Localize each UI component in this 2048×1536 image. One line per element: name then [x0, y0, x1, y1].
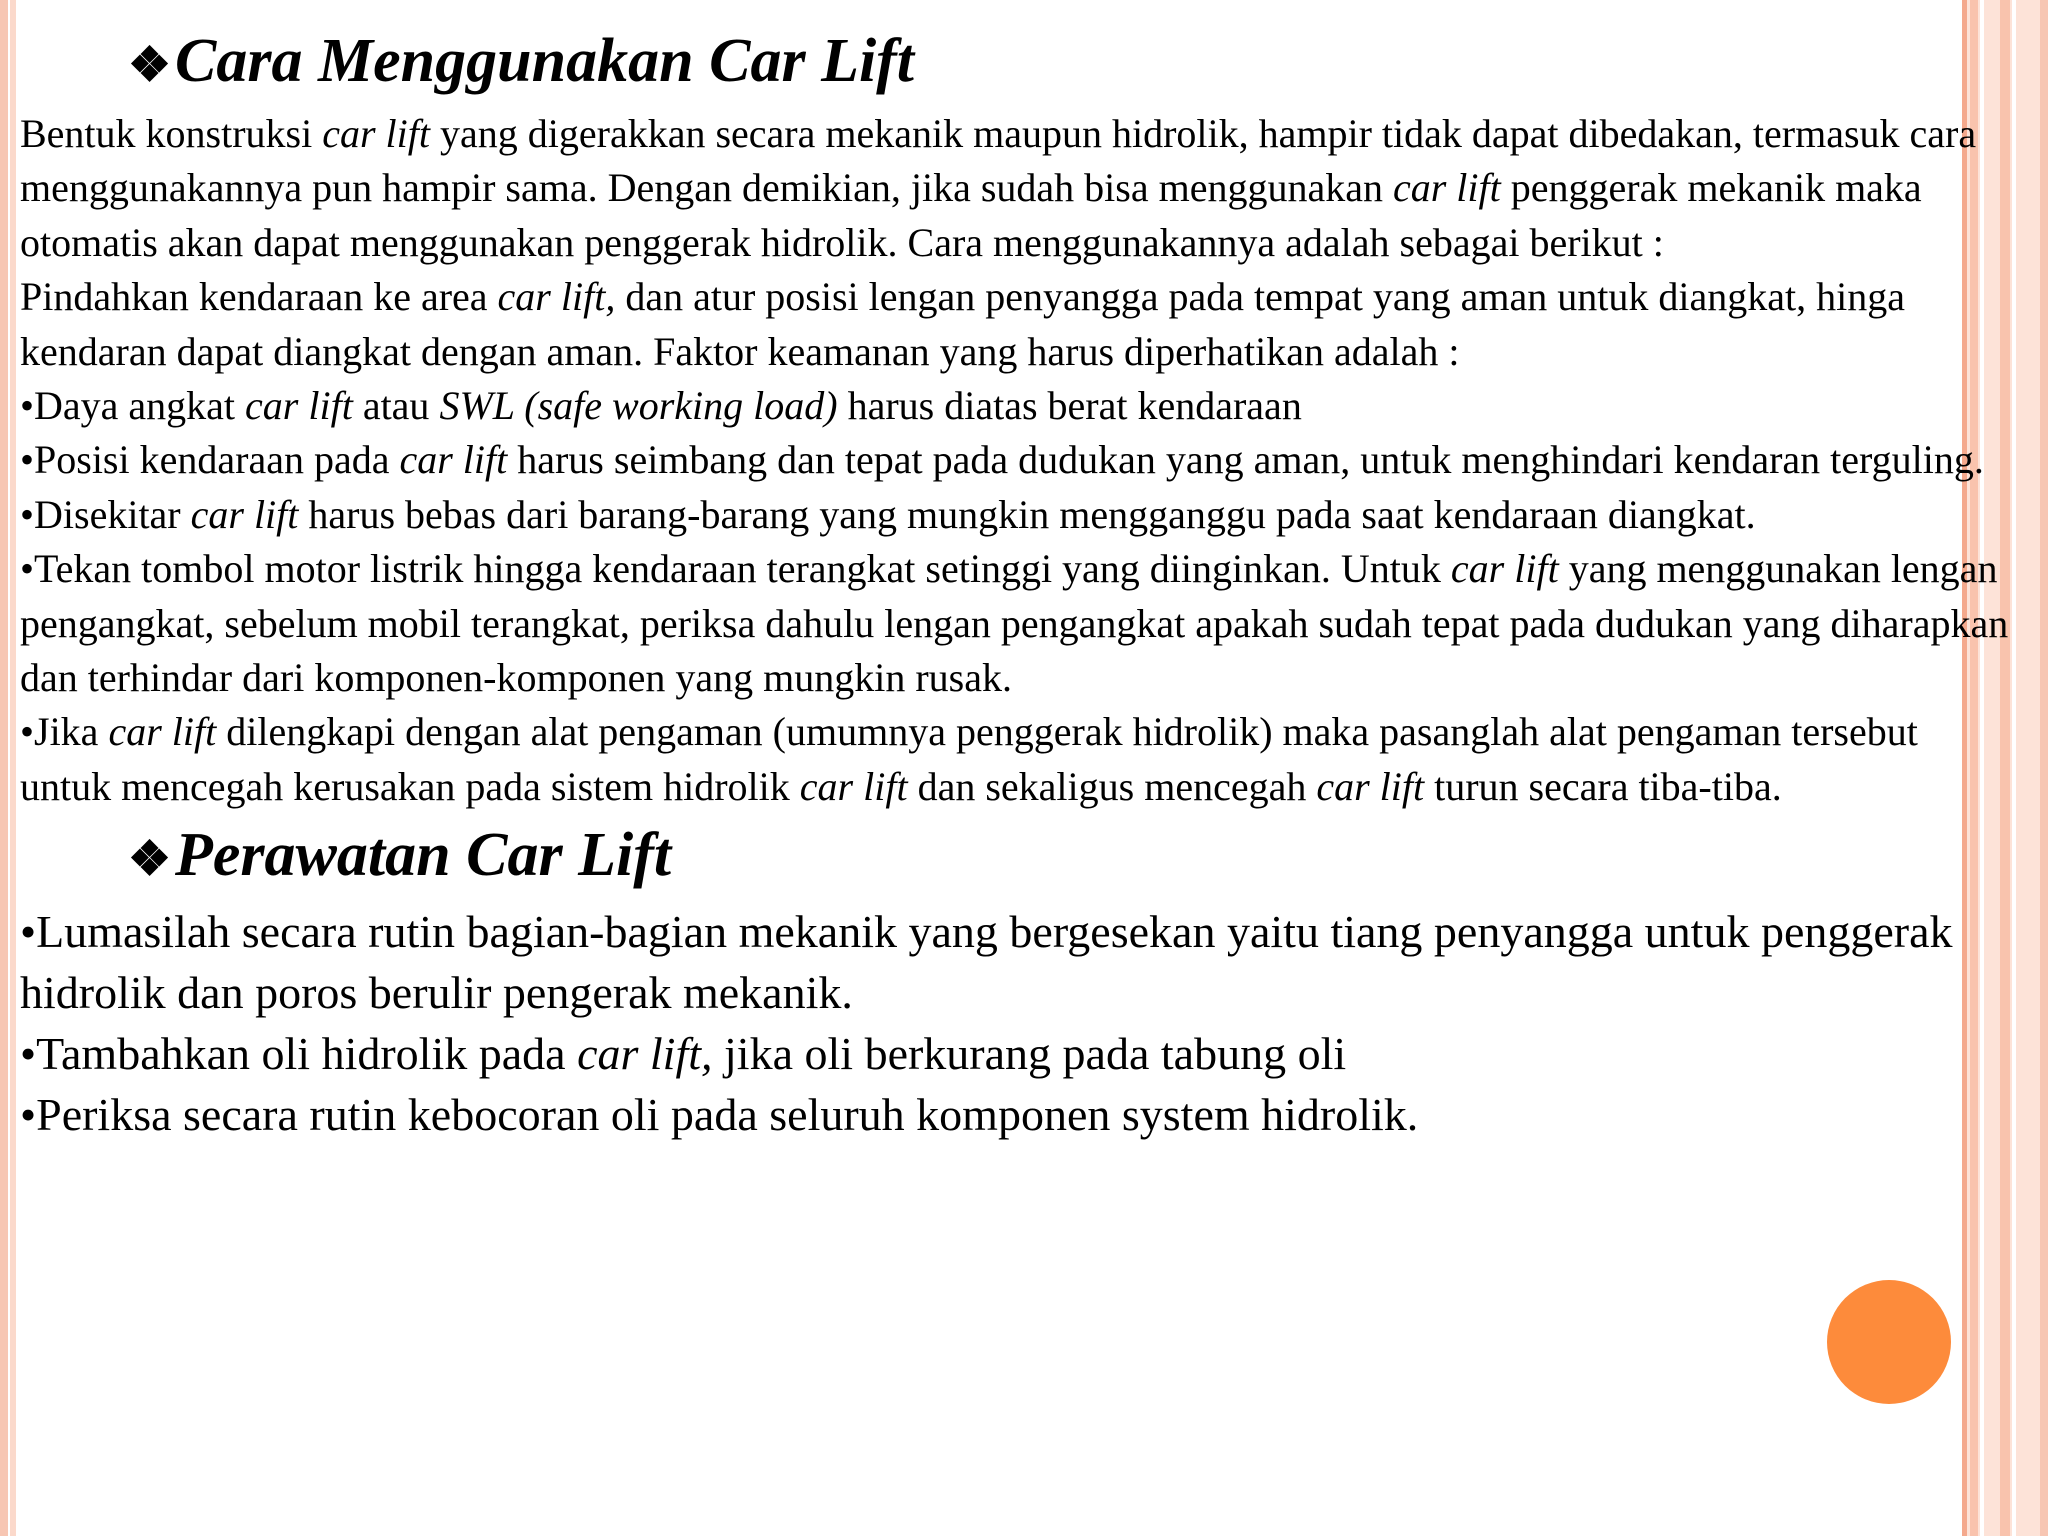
text-run: •Disekitar	[20, 491, 191, 537]
text-run: •Jika	[20, 709, 109, 755]
text-run: dan sekaligus mencegah	[907, 763, 1317, 809]
heading-text: Cara Menggunakan Car Lift	[175, 27, 915, 95]
text-run: Pindahkan kendaraan ke area	[20, 274, 498, 320]
italic-term: car lift	[190, 491, 299, 537]
text-run: turun secara tiba-tiba.	[1424, 763, 1782, 809]
section-heading-maintenance	[128, 814, 2010, 901]
italic-term: car lift,	[497, 274, 616, 320]
section-heading-usage	[128, 20, 2010, 107]
safety-bullet	[20, 705, 2010, 814]
text-run: •Tekan tombol motor listrik hingga kendaraan terangkat setinggi yang diinginkan. Untuk	[20, 546, 1451, 592]
text-run: •Periksa secara rutin kebocoran oli pada seluruh komponen system hidrolik.	[20, 1089, 1419, 1141]
text-run: dan atur posisi lengan penyangga pada tempat yang aman untuk diangkat, hinga kendaran dapat diangkat dengan aman. Faktor keamanan yang harus diperhatikan adalah :	[20, 274, 1905, 374]
text-run: jika oli berkurang pada tabung oli	[712, 1028, 1347, 1080]
text-run: penggerak mekanik maka otomatis akan dapat menggunakan penggerak hidrolik. Cara menggunakannya adalah sebagai berikut :	[20, 165, 1922, 265]
maintenance-bullet	[20, 901, 2010, 1023]
slide-content	[20, 20, 2010, 1145]
text-run: atau	[352, 383, 440, 429]
text-run: •Daya angkat	[20, 383, 246, 429]
diamond-bullet-icon: ❖	[128, 833, 172, 887]
maintenance-bullet	[20, 1023, 2010, 1084]
left-border-stripe-inner	[10, 0, 16, 1536]
italic-term: car lift	[322, 111, 431, 156]
italic-term: car lift	[1316, 763, 1425, 809]
safety-bullet	[20, 542, 2010, 705]
intro-paragraph	[20, 107, 2010, 270]
left-border-stripe	[0, 0, 8, 1536]
italic-term: car lift,	[577, 1028, 713, 1080]
text-run: Bentuk konstruksi	[20, 111, 323, 156]
maintenance-bullet	[20, 1084, 2010, 1145]
heading-text: Perawatan Car Lift	[175, 821, 672, 890]
text-run: dilengkapi dengan alat pengaman (umumnya penggerak hidrolik) maka pasanglah alat pengaman tersebut untuk mencegah kerusakan pada sistem hidrolik	[20, 709, 1918, 809]
safety-bullet	[20, 433, 2010, 487]
italic-term: car lift	[799, 763, 908, 809]
text-run: yang menggunakan lengan pengangkat, sebelum mobil terangkat, periksa dahulu lengan pengangkat apakah sudah tepat pada dudukan yang diharapkan dan terhindar dari komponen-komponen yang mungkin rusak.	[20, 546, 2009, 701]
text-run: harus bebas dari barang-barang yang mungkin mengganggu pada saat kendaraan diangkat.	[298, 491, 1756, 537]
right-border-line	[2040, 0, 2048, 1536]
italic-term: car lift	[1392, 165, 1501, 211]
safety-bullet	[20, 488, 2010, 542]
step-paragraph	[20, 270, 2010, 379]
text-run: •Lumasilah secara rutin bagian-bagian mekanik yang bergesekan yaitu tiang penyangga untuk penggerak hidrolik dan poros berulir pengerak mekanik.	[20, 906, 1953, 1019]
italic-term: car lift	[245, 383, 353, 429]
text-run: harus diatas berat kendaraan	[837, 383, 1302, 429]
italic-term: car lift	[399, 437, 508, 483]
diamond-bullet-icon: ❖	[128, 39, 172, 92]
italic-term: SWL (safe working load)	[439, 383, 838, 429]
right-border-gap	[2012, 0, 2016, 1536]
italic-term: car lift	[108, 709, 217, 755]
text-run: yang digerakkan secara mekanik maupun hidrolik, hampir tidak dapat dibedakan, termasuk cara menggunakannya pun hampir sama. Dengan demikian, jika sudah bisa menggunakan	[20, 111, 1977, 211]
decorative-orange-circle	[1827, 1280, 1951, 1404]
italic-term: car lift	[1450, 546, 1559, 592]
text-run: •Posisi kendaraan pada	[20, 437, 400, 483]
safety-bullet	[20, 379, 2010, 433]
text-run: harus seimbang dan tepat pada dudukan yang aman, untuk menghindari kendaran terguling.	[507, 437, 1984, 483]
text-run: •Tambahkan oli hidrolik pada	[20, 1028, 578, 1080]
